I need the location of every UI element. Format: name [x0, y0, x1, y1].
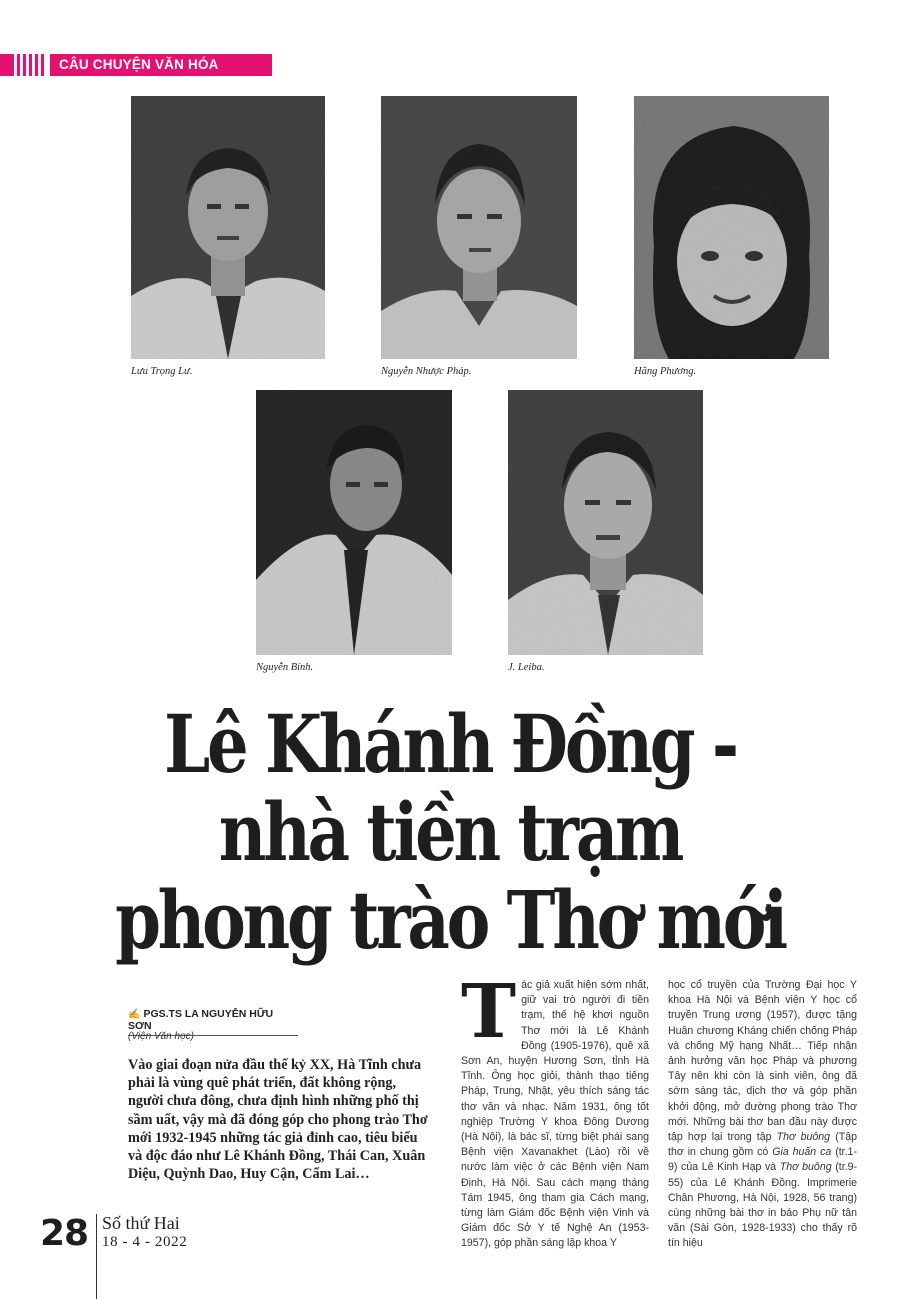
author-affiliation: (Viện Văn học) — [128, 1031, 194, 1042]
photo-caption: Nguyễn Bính. — [256, 662, 314, 673]
body-text: (tr.1-9) của Lê Kinh Hạp và — [668, 1146, 857, 1174]
body-text: (tr.9-55) của Lê Khánh Đồng. Imprimerie Chân Phương, Hà Nội, 1928, 56 trang) cùng những bài thơ in báo Phụ nữ tân văn (Sài Gòn, 1928-1933) cho thấy rõ tín hiệu — [668, 1161, 857, 1250]
pen-icon: ✍ — [128, 1009, 141, 1020]
section-label: CÂU CHUYỆN VĂN HÓA — [50, 54, 272, 76]
section-header-bars — [0, 54, 48, 76]
page-folio — [40, 1212, 200, 1258]
page-number: 28 — [40, 1213, 89, 1254]
photo-caption: Hằng Phương. — [634, 366, 697, 377]
lead-paragraph: Vào giai đoạn nửa đầu thế kỷ XX, Hà Tĩnh chưa phải là vùng quê phát triển, đất không rộng, người chưa đông, chưa định hình những phố thị sầm uất, vậy mà đã đóng góp cho phong trào Thơ mới 1932-1945 những tác giả đỉnh cao, tiêu biểu và độc đáo như Lê Khánh Đồng, Thái Can, Xuân Diệu, Quỳnh Dao, Huy Cận, Cẩm Lai… — [128, 1057, 428, 1183]
body-text: (Tập thơ in chung gồm có — [668, 1131, 857, 1159]
body-text: ác giả xuất hiện sớm nhất, giữ vai trò người đi tiền trạm, thế hệ khơi nguồn Thơ mới là Lê Khánh Đồng (1905-1976), quê xã Sơn An, huyện Hương Sơn, tỉnh Hà Tĩnh. Ông học giỏi, thành thạo tiếng Pháp, Trung, Nhật, yêu thích sáng tác thơ văn và nhạc. Năm 1931, ông tốt nghiệp Trường Y khoa Đông Dương (Hà Nội), là bác sĩ, từng biệt phái sang Bệnh viện Xavanakhet (Lào) rồi về nước làm việc ở các Bệnh viện Nam Định, Hà Nội. Sau cách mạng tháng Tám 1945, ông tham gia Cách mạng, từng làm Giám đốc Bệnh viện Vinh và Giám đốc Sở Y tế Nghệ An (1953-1957), góp phần sáng lập khoa Y — [461, 979, 649, 1250]
photo-caption: Nguyễn Nhược Pháp. — [381, 366, 472, 377]
photo-caption: Lưu Trọng Lư. — [131, 366, 193, 377]
body-column-1 — [461, 969, 649, 1250]
headline-line: phong trào Thơ mới — [115, 873, 785, 967]
author-name: PGS.TS LA NGUYỄN HỮU SƠN — [128, 1008, 274, 1032]
article-headline — [81, 697, 819, 967]
headline-line: Lê Khánh Đồng - — [164, 697, 736, 791]
folio-divider — [96, 1214, 97, 1299]
book-title: Thơ buông — [779, 1161, 832, 1174]
portrait-photo-j-leiba — [508, 390, 703, 655]
section-header — [0, 54, 275, 76]
book-title: Gia huấn ca — [772, 1146, 832, 1159]
portrait-photo-hang-phuong — [634, 96, 829, 359]
body-text: học cổ truyền của Trường Đại học Y khoa Hà Nội và Bệnh viện Y học cổ truyền Trung ương (1957), được tặng Huân chương Kháng chiến chống Pháp và chống Mỹ hạng Nhất… Tiếp nhận ảnh hưởng văn học Pháp và phương Tây nên khi còn là sinh viên, ông đã sớm sáng tác, dịch thơ và góp phần khởi động, mở đường phong trào Thơ mới. Những bài thơ ban đầu này được tập hợp lại trong tập — [668, 979, 857, 1144]
issue-date: 18 - 4 - 2022 — [102, 1234, 188, 1250]
book-title: Thơ buông — [776, 1131, 831, 1144]
portrait-photo-nguyen-nhuoc-phap — [381, 96, 577, 359]
drop-cap: T — [461, 969, 517, 1055]
headline-line: nhà tiền trạm — [218, 785, 682, 879]
body-column-2 — [668, 978, 857, 1250]
photo-caption: J. Leiba. — [508, 662, 545, 673]
portrait-photo-nguyen-binh — [256, 390, 452, 655]
portrait-photo-luu-trong-lu — [131, 96, 325, 359]
issue-name: Số thứ Hai — [102, 1213, 180, 1233]
